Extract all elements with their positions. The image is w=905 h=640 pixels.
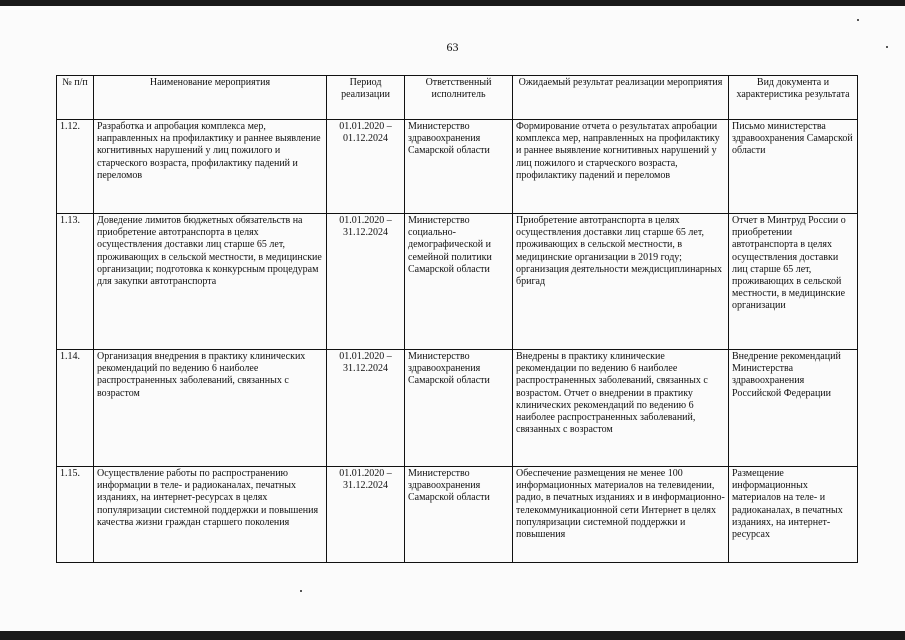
header-name: Наименование мероприятия — [94, 76, 327, 120]
cell-document: Отчет в Минтруд России о приобретении автотранспорта в целях осуществления доставки лиц старше 65 лет, проживающих в сельской местности, в медицинские организации — [729, 214, 858, 350]
cell-name: Разработка и апробация комплекса мер, направленных на профилактику и раннее выявление когнитивных нарушений у лиц пожилого и старческого возраста, профилактику падений и переломов — [94, 120, 327, 214]
cell-responsible: Министерство социально-демографической и семейной политики Самарской области — [405, 214, 513, 350]
cell-period: 01.01.2020 – 31.12.2024 — [327, 214, 405, 350]
cell-period: 01.01.2020 – 01.12.2024 — [327, 120, 405, 214]
cell-document: Размещение информационных материалов на теле- и радиоканалах, в печатных изданиях, на интернет-ресурсах — [729, 467, 858, 563]
header-expected-result: Ожидаемый результат реализации мероприятия — [513, 76, 729, 120]
table-row — [57, 467, 858, 563]
cell-name: Организация внедрения в практику клинических рекомендаций по ведению 6 наиболее распространенных заболеваний, связанных с возрастом — [94, 350, 327, 467]
cell-num: 1.13. — [57, 214, 94, 350]
cell-responsible: Министерство здравоохранения Самарской области — [405, 467, 513, 563]
scan-border-bottom — [0, 631, 905, 640]
cell-document: Внедрение рекомендаций Министерства здравоохранения Российской Федерации — [729, 350, 858, 467]
cell-num: 1.12. — [57, 120, 94, 214]
cell-document: Письмо министерства здравоохранения Самарской области — [729, 120, 858, 214]
scan-speck — [300, 590, 302, 592]
cell-expected-result: Формирование отчета о результатах апробации комплекса мер, направленных на профилактику и раннее выявление когнитивных нарушений у лиц пожилого и старческого возраста, профилактику падений и переломов — [513, 120, 729, 214]
header-num: № п/п — [57, 76, 94, 120]
cell-expected-result: Обеспечение размещения не менее 100 информационных материалов на телевидении, радио, в печатных изданиях и в информационно-телекоммуникационной сети Интернет в целях популяризации системной поддержки и повышения — [513, 467, 729, 563]
header-responsible: Ответственный исполнитель — [405, 76, 513, 120]
cell-period: 01.01.2020 – 31.12.2024 — [327, 467, 405, 563]
header-document: Вид документа и характеристика результата — [729, 76, 858, 120]
table-row — [57, 350, 858, 467]
table-row — [57, 214, 858, 350]
cell-expected-result: Внедрены в практику клинические рекомендации по ведению 6 наиболее распространенных заболеваний, связанных с возрастом. Отчет о внедрении в практику клинических рекомендаций по ведению 6 наиболее распространенных заболеваний, связанных с возрастом — [513, 350, 729, 467]
header-period: Период реализации — [327, 76, 405, 120]
table-header-row — [57, 76, 858, 120]
cell-num: 1.15. — [57, 467, 94, 563]
cell-expected-result: Приобретение автотранспорта в целях осуществления доставки лиц старше 65 лет, проживающих в сельской местности, в медицинские организации в 2019 году; организация деятельности междисциплинарных бригад — [513, 214, 729, 350]
scan-border-top — [0, 0, 905, 6]
cell-num: 1.14. — [57, 350, 94, 467]
cell-responsible: Министерство здравоохранения Самарской области — [405, 120, 513, 214]
cell-name: Доведение лимитов бюджетных обязательств на приобретение автотранспорта в целях осуществления доставки лиц старше 65 лет, проживающих в сельской местности, в медицинские организации; подготовка к конкурсным процедурам для закупки автотранспорта — [94, 214, 327, 350]
cell-period: 01.01.2020 – 31.12.2024 — [327, 350, 405, 467]
scan-speck — [857, 19, 859, 21]
table-row — [57, 120, 858, 214]
cell-responsible: Министерство здравоохранения Самарской области — [405, 350, 513, 467]
activities-table — [56, 75, 858, 563]
page-number: 63 — [446, 40, 459, 54]
cell-name: Осуществление работы по распространению информации в теле- и радиоканалах, печатных изданиях, на интернет-ресурсах в целях популяризации системной поддержки и повышения качества жизни граждан старшего поколения — [94, 467, 327, 563]
